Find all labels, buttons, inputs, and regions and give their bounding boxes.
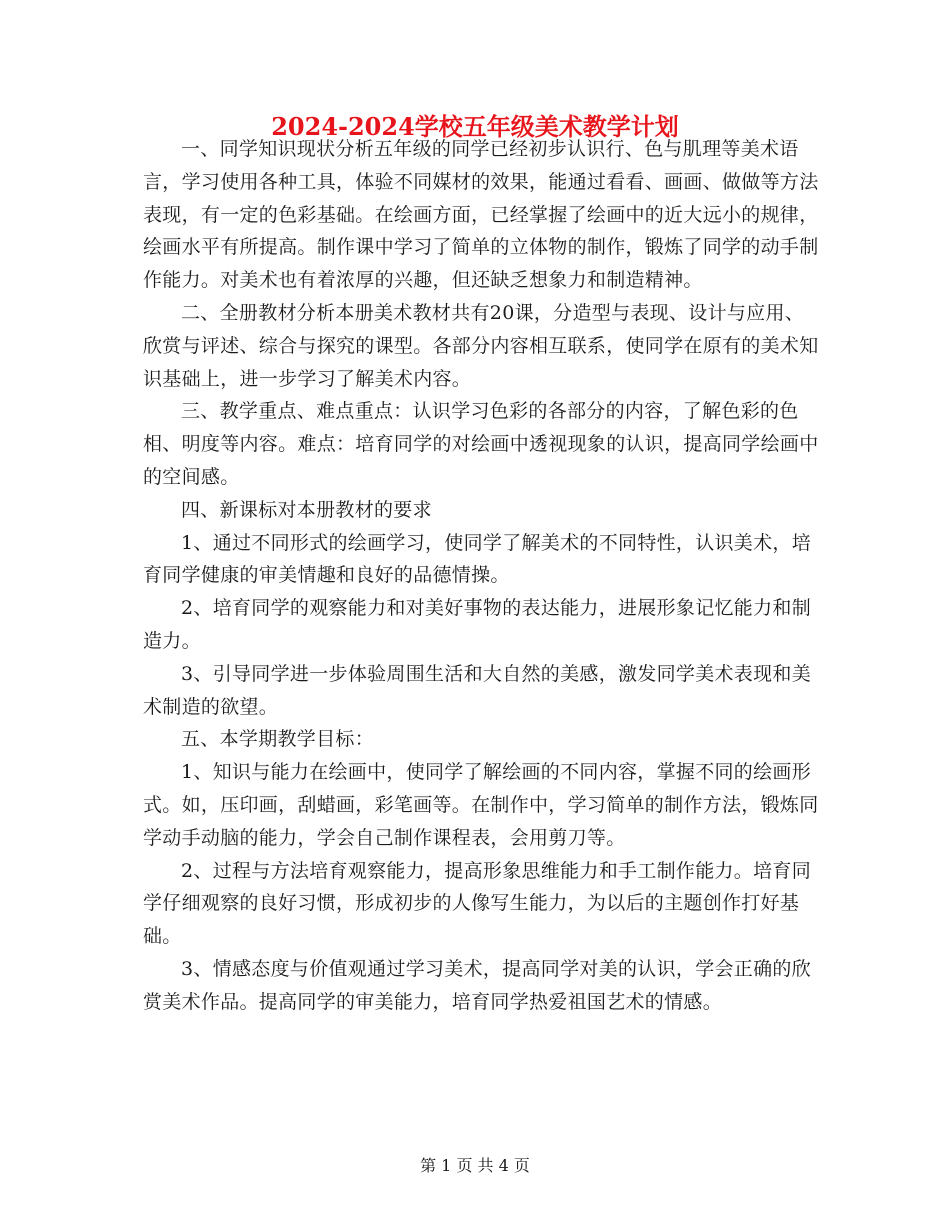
paragraph-key-points: 三、教学重点、难点重点：认识学习色彩的各部分的内容，了解色彩的色相、明度等内容。难点：培育同学的对绘画中透视现象的认识，提高同学绘画中的空间感。: [143, 400, 819, 488]
paragraph-standard-2: 2、培育同学的观察能力和对美好事物的表达能力，进展形象记忆能力和制造力。: [143, 597, 811, 652]
document-body: [143, 133, 823, 1019]
paragraph-textbook-analysis: 二、全册教材分析本册美术教材共有20课，分造型与表现、设计与应用、欣赏与评述、综合与探究的课型。各部分内容相互联系，使同学在原有的美术知识基础上，进一步学习了解美术内容。: [143, 301, 819, 390]
paragraph-goal-1: 1、知识与能力在绘画中，使同学了解绘画的不同内容，掌握不同的绘画形式。如，压印画，刮蜡画，彩笔画等。在制作中，学习简单的制作方法，锻炼同学动手动脑的能力，学会自己制作课程表，会用剪刀等。: [143, 761, 819, 849]
paragraph-goals-heading: 五、本学期教学目标：: [181, 728, 375, 751]
paragraph-student-analysis: 一、同学知识现状分析五年级的同学已经初步认识行、色与肌理等美术语言，学习使用各种工具，体验不同媒材的效果，能通过看看、画画、做做等方法表现，有一定的色彩基础。在绘画方面，已经掌握了绘画中的近大远小的规律，绘画水平有所提高。制作课中学习了简单的立体物的制作，锻炼了同学的动手制作能力。对美术也有着浓厚的兴趣，但还缺乏想象力和制造精神。: [143, 138, 819, 292]
paragraph-standard-1: 1、通过不同形式的绘画学习，使同学了解美术的不同特性，认识美术，培育同学健康的审美情趣和良好的品德情操。: [143, 531, 811, 587]
paragraph-standard-3: 3、引导同学进一步体验周围生活和大自然的美感，激发同学美术表现和美术制造的欲望。: [143, 662, 811, 718]
page-number-footer: 第 1 页 共 4 页: [420, 1156, 530, 1175]
paragraph-goal-2: 2、过程与方法培育观察能力，提高形象思维能力和手工制作能力。培育同学仔细观察的良好习惯，形成初步的人像写生能力，为以后的主题创作打好基础。: [143, 859, 811, 948]
document-title: 2024-2024学校五年级美术教学计划: [271, 112, 679, 141]
paragraph-standards-heading: 四、新课标对本册教材的要求: [181, 498, 432, 521]
paragraph-goal-3: 3、情感态度与价值观通过学习美术，提高同学对美的认识，学会正确的欣赏美术作品。提高同学的审美能力，培育同学热爱祖国艺术的情感。: [143, 957, 811, 1013]
